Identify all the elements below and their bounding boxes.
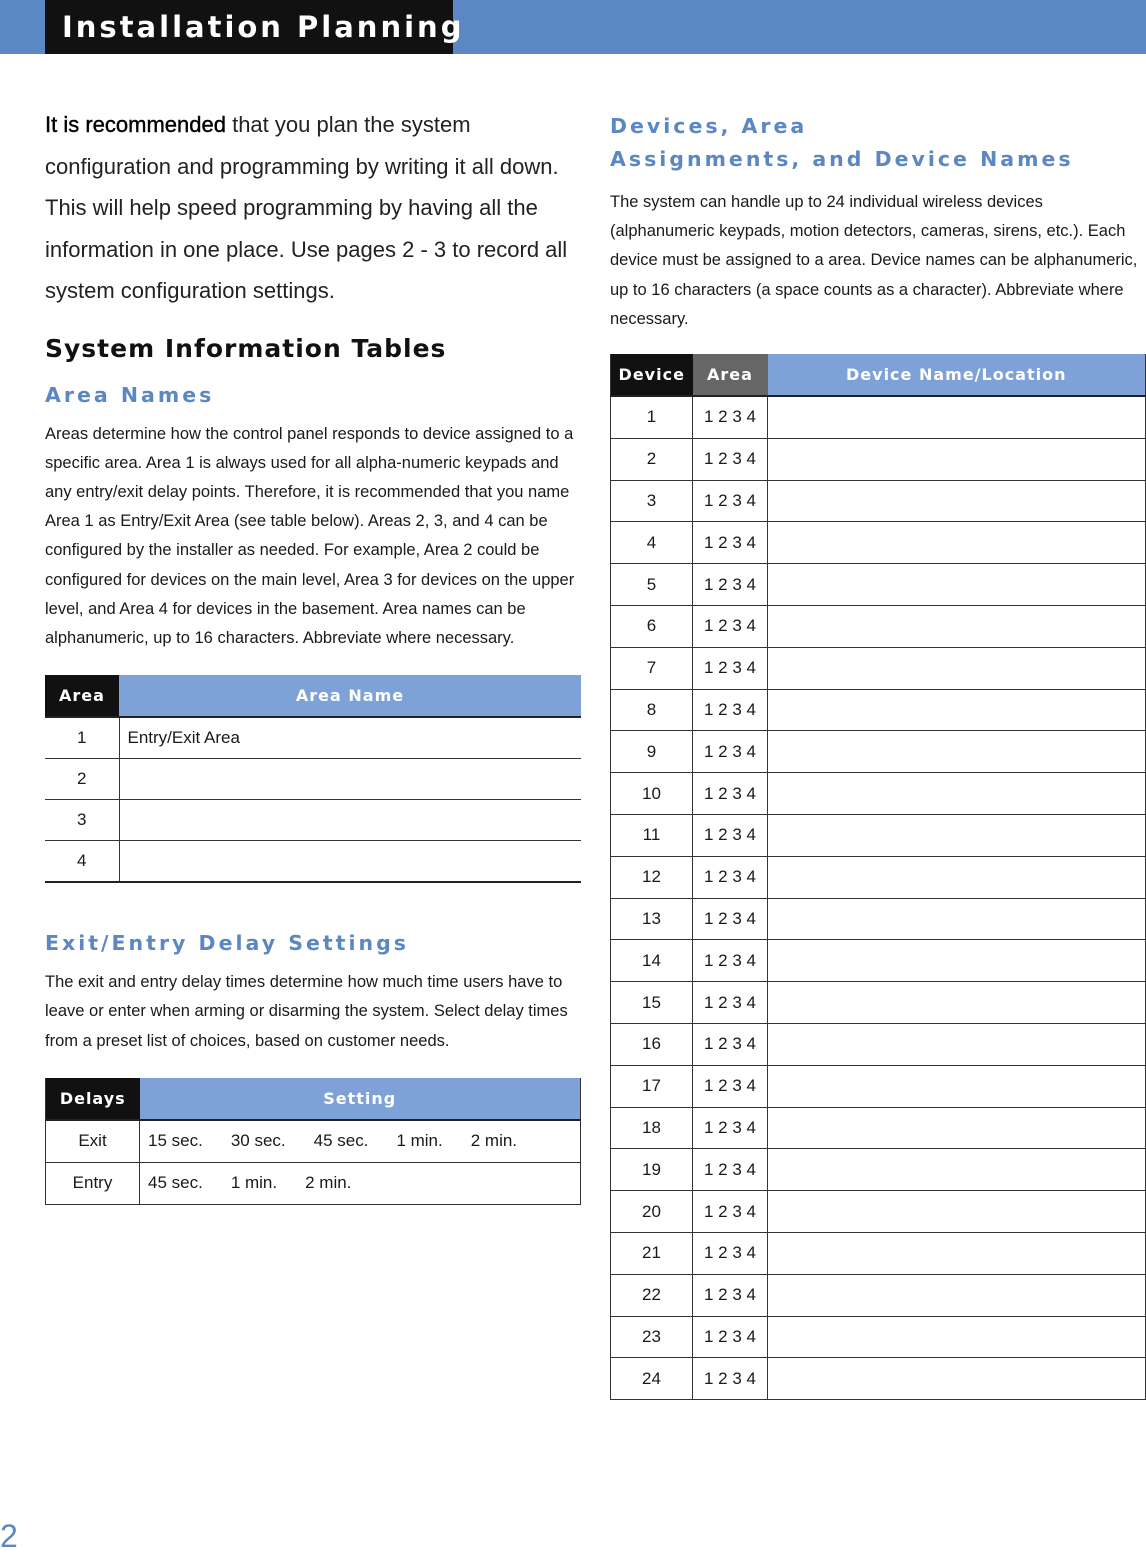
device-area-options[interactable]: 1 2 3 4 xyxy=(693,564,768,606)
delay-option[interactable]: 45 sec. xyxy=(148,1173,203,1193)
devices-heading-line2: Assignments, and Device Names xyxy=(610,147,1074,171)
device-name-field[interactable] xyxy=(768,689,1146,731)
device-name-field[interactable] xyxy=(768,606,1146,648)
device-number: 2 xyxy=(611,438,693,480)
delay-option[interactable]: 30 sec. xyxy=(230,1131,286,1151)
device-area-options[interactable]: 1 2 3 4 xyxy=(693,480,768,522)
device-area-options[interactable]: 1 2 3 4 xyxy=(693,1358,768,1400)
device-name-field[interactable] xyxy=(768,1191,1146,1233)
table-row xyxy=(46,1120,581,1163)
device-area-options[interactable]: 1 2 3 4 xyxy=(693,898,768,940)
table-row xyxy=(45,717,581,759)
area-number: 3 xyxy=(45,800,119,841)
device-number: 16 xyxy=(611,1023,693,1065)
page-title: Installation Planning xyxy=(45,0,453,54)
delay-option[interactable]: 1 min. xyxy=(230,1173,278,1193)
device-number: 8 xyxy=(611,689,693,731)
delay-settings-table xyxy=(45,1078,581,1205)
device-name-column-header: Device Name/Location xyxy=(768,354,1146,396)
device-number: 1 xyxy=(611,396,693,438)
area-number: 1 xyxy=(45,717,119,759)
device-number: 22 xyxy=(611,1274,693,1316)
table-row xyxy=(611,982,1146,1024)
device-area-options[interactable]: 1 2 3 4 xyxy=(693,522,768,564)
device-name-field[interactable] xyxy=(768,898,1146,940)
device-number: 12 xyxy=(611,856,693,898)
device-name-field[interactable] xyxy=(768,1149,1146,1191)
device-name-field[interactable] xyxy=(768,1274,1146,1316)
area-name-column-header: Area Name xyxy=(119,675,581,717)
devices-heading-line1: Devices, Area xyxy=(610,114,808,138)
table-row xyxy=(611,564,1146,606)
right-column xyxy=(610,100,1146,1400)
delay-option[interactable]: 2 min. xyxy=(470,1131,518,1151)
device-number: 13 xyxy=(611,898,693,940)
device-number: 4 xyxy=(611,522,693,564)
device-name-field[interactable] xyxy=(768,940,1146,982)
device-area-options[interactable]: 1 2 3 4 xyxy=(693,982,768,1024)
device-name-field[interactable] xyxy=(768,814,1146,856)
device-area-options[interactable]: 1 2 3 4 xyxy=(693,1232,768,1274)
device-area-options[interactable]: 1 2 3 4 xyxy=(693,1107,768,1149)
table-row xyxy=(611,438,1146,480)
area-name-field[interactable] xyxy=(119,800,581,841)
delay-option[interactable]: 45 sec. xyxy=(313,1131,369,1151)
table-row xyxy=(611,647,1146,689)
device-area-options[interactable]: 1 2 3 4 xyxy=(693,396,768,438)
exit-entry-description: The exit and entry delay times determine how much time users have to leave or enter when arming or disarming the system. Select delay times from a preset list of choices, based on customer needs. xyxy=(45,973,568,1050)
page-number: 2 xyxy=(0,1518,18,1554)
device-name-field[interactable] xyxy=(768,1316,1146,1358)
table-row xyxy=(611,522,1146,564)
area-name-field[interactable]: Entry/Exit Area xyxy=(119,717,581,759)
table-row xyxy=(611,1316,1146,1358)
device-name-field[interactable] xyxy=(768,438,1146,480)
table-row xyxy=(611,396,1146,438)
area-number: 2 xyxy=(45,759,119,800)
device-name-field[interactable] xyxy=(768,982,1146,1024)
device-number: 6 xyxy=(611,606,693,648)
delay-label: Entry xyxy=(46,1162,140,1204)
table-row xyxy=(611,940,1146,982)
device-name-field[interactable] xyxy=(768,856,1146,898)
delay-option[interactable]: 15 sec. xyxy=(148,1131,203,1151)
delay-option[interactable]: 1 min. xyxy=(396,1131,443,1151)
device-name-field[interactable] xyxy=(768,1065,1146,1107)
table-row xyxy=(611,1149,1146,1191)
device-name-field[interactable] xyxy=(768,480,1146,522)
device-area-options[interactable]: 1 2 3 4 xyxy=(693,1274,768,1316)
table-row xyxy=(611,731,1146,773)
devices-description: The system can handle up to 24 individual wireless devices (alphanumeric keypads, motion detectors, cameras, sirens, etc.). Each device must be assigned to a area. Device names can be alphanumeric, up to 16 characters (a space counts as a character). Abbreviate where necessary. xyxy=(610,193,1138,328)
exit-entry-heading: Exit/Entry Delay Settings xyxy=(45,931,409,956)
device-area-options[interactable]: 1 2 3 4 xyxy=(693,814,768,856)
device-table xyxy=(610,354,1146,1400)
intro-bold-lead: It is recommended xyxy=(45,112,226,137)
area-column-header: Area xyxy=(45,675,119,717)
device-area-options[interactable]: 1 2 3 4 xyxy=(693,856,768,898)
device-area-options[interactable]: 1 2 3 4 xyxy=(693,689,768,731)
device-name-field[interactable] xyxy=(768,773,1146,815)
table-row xyxy=(46,1162,581,1204)
device-number: 15 xyxy=(611,982,693,1024)
device-area-options[interactable]: 1 2 3 4 xyxy=(693,731,768,773)
intro-paragraph xyxy=(45,104,581,312)
table-row xyxy=(611,773,1146,815)
area-names-table xyxy=(45,675,581,883)
area-number: 4 xyxy=(45,841,119,883)
table-row xyxy=(611,1274,1146,1316)
device-number: 14 xyxy=(611,940,693,982)
delay-label: Exit xyxy=(46,1120,140,1163)
delays-column-header: Delays xyxy=(46,1078,140,1120)
device-number: 21 xyxy=(611,1232,693,1274)
devices-heading xyxy=(610,110,1146,176)
table-row xyxy=(611,689,1146,731)
area-name-field[interactable] xyxy=(119,759,581,800)
device-name-field[interactable] xyxy=(768,564,1146,606)
device-number: 23 xyxy=(611,1316,693,1358)
device-name-field[interactable] xyxy=(768,522,1146,564)
table-row xyxy=(611,856,1146,898)
table-row xyxy=(611,1023,1146,1065)
device-number: 7 xyxy=(611,647,693,689)
device-number: 10 xyxy=(611,773,693,815)
table-row xyxy=(611,1191,1146,1233)
device-name-field[interactable] xyxy=(768,1107,1146,1149)
device-number: 24 xyxy=(611,1358,693,1400)
device-number: 20 xyxy=(611,1191,693,1233)
device-number: 5 xyxy=(611,564,693,606)
device-area-options[interactable]: 1 2 3 4 xyxy=(693,1316,768,1358)
system-info-heading: System Information Tables xyxy=(45,333,447,363)
device-area-options[interactable]: 1 2 3 4 xyxy=(693,1191,768,1233)
table-row xyxy=(45,841,581,883)
area-column-header: Area xyxy=(693,354,768,396)
device-number: 3 xyxy=(611,480,693,522)
table-row xyxy=(611,1065,1146,1107)
device-area-options[interactable]: 1 2 3 4 xyxy=(693,606,768,648)
intro-text: that you plan the system configuration and programming by writing it all down. This will help speed programming by having all the information in one place. Use pages 2 - 3 to record all system configuration settings. xyxy=(45,112,568,303)
device-area-options[interactable]: 1 2 3 4 xyxy=(693,1023,768,1065)
device-area-options[interactable]: 1 2 3 4 xyxy=(693,438,768,480)
table-row xyxy=(611,1107,1146,1149)
area-names-heading: Area Names xyxy=(45,382,215,407)
device-name-field[interactable] xyxy=(768,396,1146,438)
table-row xyxy=(611,1358,1146,1400)
table-row xyxy=(611,814,1146,856)
device-name-field[interactable] xyxy=(768,731,1146,773)
table-row xyxy=(611,898,1146,940)
device-name-field[interactable] xyxy=(768,1358,1146,1400)
exit-delay-options xyxy=(140,1120,581,1163)
area-name-field[interactable] xyxy=(119,841,581,883)
table-row xyxy=(611,606,1146,648)
table-row xyxy=(45,800,581,841)
device-area-options[interactable]: 1 2 3 4 xyxy=(693,773,768,815)
table-row xyxy=(611,480,1146,522)
device-number: 11 xyxy=(611,814,693,856)
device-number: 17 xyxy=(611,1065,693,1107)
device-name-field[interactable] xyxy=(768,647,1146,689)
device-name-field[interactable] xyxy=(768,1023,1146,1065)
device-number: 19 xyxy=(611,1149,693,1191)
device-name-field[interactable] xyxy=(768,1232,1146,1274)
table-row xyxy=(45,759,581,800)
device-number: 9 xyxy=(611,731,693,773)
device-area-options[interactable]: 1 2 3 4 xyxy=(693,940,768,982)
device-area-options[interactable]: 1 2 3 4 xyxy=(693,1065,768,1107)
area-names-description: Areas determine how the control panel responds to device assigned to a specific area. Area 1 is always used for all alpha-numeric keypads and any entry/exit delay points. Therefore, it is recommended that you name Area 1 as Entry/Exit Area (see table below). Areas 2, 3, and 4 can be configured by the installer as needed. For example, Area 2 could be configured for devices on the main level, Area 3 for devices on the upper level, and Area 4 for devices in the basement. Area names can be alphanumeric, up to 16 characters. Abbreviate where necessary. xyxy=(45,424,575,647)
entry-delay-options xyxy=(140,1162,581,1204)
delay-option[interactable]: 2 min. xyxy=(305,1173,352,1193)
table-row xyxy=(611,1232,1146,1274)
setting-column-header: Setting xyxy=(140,1078,581,1120)
device-area-options[interactable]: 1 2 3 4 xyxy=(693,1149,768,1191)
device-column-header: Device xyxy=(611,354,693,396)
left-column xyxy=(45,100,581,1205)
device-number: 18 xyxy=(611,1107,693,1149)
device-area-options[interactable]: 1 2 3 4 xyxy=(693,647,768,689)
